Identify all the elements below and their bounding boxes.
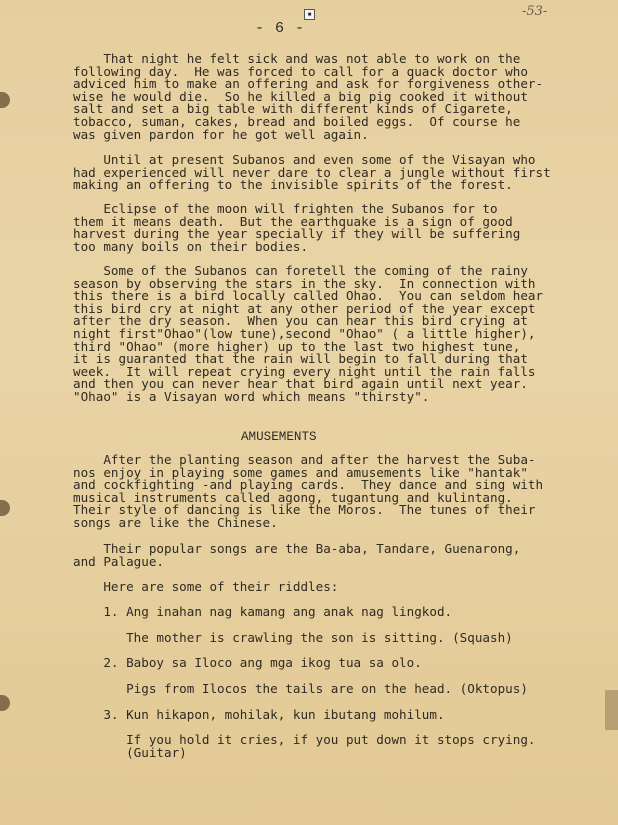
riddle-1-visayan: 1. Ang inahan nag kamang ang anak nag lingkod. (73, 604, 453, 619)
edge-stain (605, 690, 618, 730)
paragraph-eclipse-earthquake: Eclipse of the moon will frighten the Subanos for to them it means death. But the earthquake is a sign of good harvest during the year specially if they will be suffering too many boils on their bodies. (73, 201, 521, 254)
riddle-2-visayan: 2. Baboy sa Iloco ang mga ikog tua sa olo. (73, 655, 422, 670)
riddle-3-english: If you hold it cries, if you put down it stops crying. (Guitar) (126, 732, 536, 760)
page-number: - 6 - (255, 20, 306, 37)
paragraph-jungle-offering: Until at present Subanos and even some of the Visayan who had experienced will never dare to clear a jungle without first making an offering to the invisible spirits of the forest. (73, 152, 551, 193)
riddle-2-english: Pigs from Ilocos the tails are on the head. (Oktopus) (73, 681, 528, 696)
section-heading-amusements: AMUSEMENTS (241, 430, 317, 444)
riddle-1-english: The mother is crawling the son is sitting. (Squash) (73, 630, 513, 645)
paragraph-amusements: After the planting season and after the harvest the Suba- nos enjoy in playing some games and amusements like "hantak" and cockfighting -and playing cards. They dance and sing with musical instruments called agong, tugantung and kulintang. Their style of dancing is like the Moros. The tunes of their songs are like the Chinese. (73, 452, 544, 530)
paragraph-popular-songs: Their popular songs are the Ba-aba, Tandare, Guenarong, and Palague. (73, 541, 521, 569)
paragraph-riddles-intro: Here are some of their riddles: (73, 579, 339, 594)
paragraph-ohao-bird: Some of the Subanos can foretell the coming of the rainy season by observing the stars in the sky. In connection with this there is a bird locally called Ohao. You can seldom hear this bird cry at night at any other period of the year except after the dry season. When you can hear this bird crying at night first"Ohao"(low tune),second "Ohao" ( a little higher), third "Ohao" (more higher) up to the last two highest tune, it is guaranted that the rain will begin to fall during that week. It will repeat crying every night until the rain falls and then you can never hear that bird again until next year. "Ohao" is a Visayan word which means "thirsty". (73, 263, 544, 404)
page-marker-icon: ■ (304, 9, 315, 20)
riddle-3-visayan: 3. Kun hikapon, mohilak, kun ibutang mohilum. (73, 707, 445, 722)
paragraph-sick-quack-doctor: That night he felt sick and was not able to work on the following day. He was forced to call for a quack doctor who adviced him to make an offering and ask for forgiveness other- wise he would die. So he killed a big pig cooked it without salt and set a big table with different kinds of Cigarete, tobacco, suman, cakes, bread and boiled eggs. Of course he was given pardon for he got well again. (73, 51, 544, 142)
corner-page-number: -53- (522, 4, 548, 19)
